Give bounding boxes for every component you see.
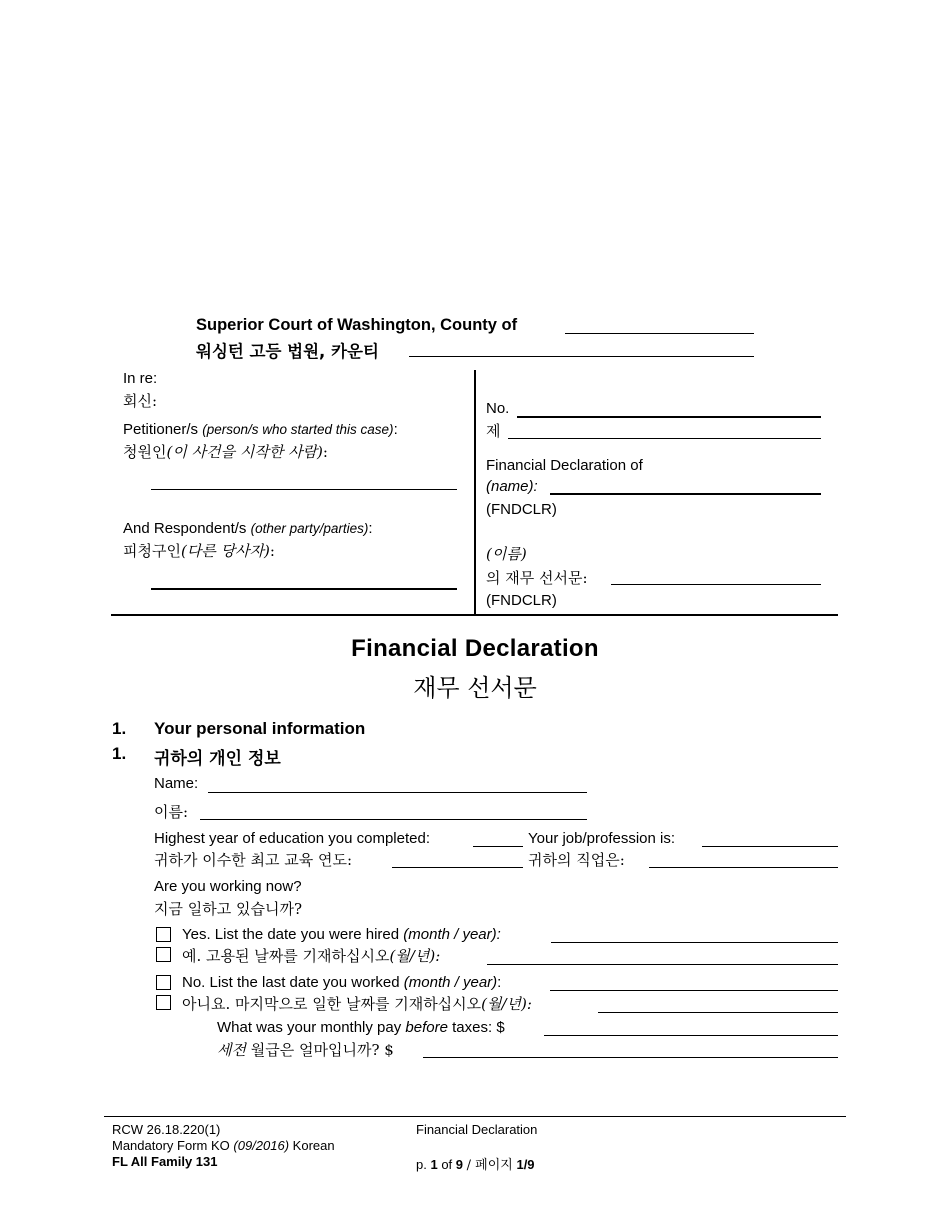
fd-name-field[interactable] bbox=[550, 493, 821, 495]
form-title-en: Financial Declaration bbox=[351, 635, 599, 662]
no-label-ko: 아니요. 마지막으로 일한 날짜를 기재하십시오(월/년): bbox=[182, 995, 532, 1013]
name-label-en: Name: bbox=[154, 775, 199, 792]
education-field[interactable] bbox=[473, 846, 523, 847]
name-field[interactable] bbox=[208, 792, 587, 793]
yes-label-ko: 예. 고용된 날짜를 기재하십시오(월/년): bbox=[182, 947, 441, 965]
yes-checkbox-en[interactable] bbox=[156, 927, 171, 942]
monthly-pay-label-ko: 세전 월급은 얼마입니까? $ bbox=[217, 1041, 394, 1059]
caption-bottom-rule bbox=[111, 614, 838, 616]
hire-date-field[interactable] bbox=[551, 942, 838, 943]
job-field-ko[interactable] bbox=[649, 867, 838, 868]
caption-divider bbox=[474, 370, 476, 615]
case-no-label-ko: 제 bbox=[486, 422, 501, 440]
working-question-en: Are you working now? bbox=[154, 878, 302, 895]
respondent-label-ko: 피청구인(다른 당사자): bbox=[123, 542, 275, 560]
fd-name-field-ko[interactable] bbox=[611, 584, 821, 585]
petitioner-label-ko: 청원인(이 사건을 시작한 사람): bbox=[123, 443, 328, 461]
education-label-ko: 귀하가 이수한 최고 교육 연도: bbox=[154, 851, 353, 869]
court-title-ko: 워싱턴 고등 법원, 카운티 bbox=[196, 342, 379, 361]
footer-form-id: FL All Family 131 bbox=[112, 1154, 218, 1169]
petitioner-name-field[interactable] bbox=[151, 489, 457, 490]
respondent-label-en: And Respondent/s (other party/parties): bbox=[123, 520, 373, 537]
section-title-en: Your personal information bbox=[154, 719, 366, 738]
name-field-ko[interactable] bbox=[200, 819, 587, 820]
section-title-ko: 귀하의 개인 정보 bbox=[154, 749, 281, 769]
monthly-pay-field-ko[interactable] bbox=[423, 1057, 838, 1058]
county-field-en[interactable] bbox=[565, 333, 754, 334]
section-number-ko: 1. bbox=[112, 744, 127, 763]
form-code-en: (FNDCLR) bbox=[486, 501, 557, 518]
fd-of-label-ko: 의 재무 선서문: bbox=[486, 569, 588, 587]
in-re-label-en: In re: bbox=[123, 370, 158, 387]
working-question-ko: 지금 일하고 있습니까? bbox=[154, 900, 302, 918]
case-no-field[interactable] bbox=[517, 416, 821, 418]
monthly-pay-label-en: What was your monthly pay before taxes: $ bbox=[217, 1019, 505, 1036]
education-field-ko[interactable] bbox=[392, 867, 523, 868]
form-title-ko: 재무 선서문 bbox=[413, 674, 537, 702]
last-worked-field-ko[interactable] bbox=[598, 1012, 838, 1013]
no-checkbox-ko[interactable] bbox=[156, 995, 171, 1010]
fd-name-label-ko: (이름) bbox=[486, 545, 527, 563]
no-label-en: No. List the last date you worked (month / year): bbox=[182, 974, 502, 991]
fd-of-label-en: Financial Declaration of bbox=[486, 457, 643, 474]
education-label-en: Highest year of education you completed: bbox=[154, 830, 430, 847]
name-label-ko: 이름: bbox=[154, 803, 189, 821]
section-number-en: 1. bbox=[112, 719, 127, 738]
job-label-en: Your job/profession is: bbox=[528, 830, 676, 847]
footer-page-number: p. 1 of 9 / 페이지 1/9 bbox=[416, 1157, 535, 1173]
footer-rcw: RCW 26.18.220(1) bbox=[112, 1122, 221, 1137]
footer-title: Financial Declaration bbox=[416, 1122, 538, 1137]
no-checkbox-en[interactable] bbox=[156, 975, 171, 990]
hire-date-field-ko[interactable] bbox=[487, 964, 838, 965]
yes-label-en: Yes. List the date you were hired (month / year): bbox=[182, 926, 501, 943]
footer-rule bbox=[104, 1116, 846, 1117]
county-field-ko[interactable] bbox=[409, 356, 754, 357]
case-no-field-ko[interactable] bbox=[508, 438, 821, 439]
footer-mandatory: Mandatory Form KO (09/2016) Korean bbox=[112, 1138, 335, 1153]
last-worked-field[interactable] bbox=[550, 990, 838, 991]
job-field[interactable] bbox=[702, 846, 838, 847]
fd-name-label-en: (name): bbox=[486, 478, 538, 495]
case-no-label-en: No. bbox=[486, 400, 510, 417]
yes-checkbox-ko[interactable] bbox=[156, 947, 171, 962]
form-code-ko: (FNDCLR) bbox=[486, 592, 557, 609]
in-re-label-ko: 회신: bbox=[123, 392, 158, 410]
job-label-ko: 귀하의 직업은: bbox=[528, 851, 625, 869]
petitioner-label-en: Petitioner/s (person/s who started this case): bbox=[123, 421, 398, 438]
court-title-en: Superior Court of Washington, County of bbox=[196, 316, 518, 334]
monthly-pay-field[interactable] bbox=[544, 1035, 838, 1036]
respondent-name-field[interactable] bbox=[151, 588, 457, 590]
